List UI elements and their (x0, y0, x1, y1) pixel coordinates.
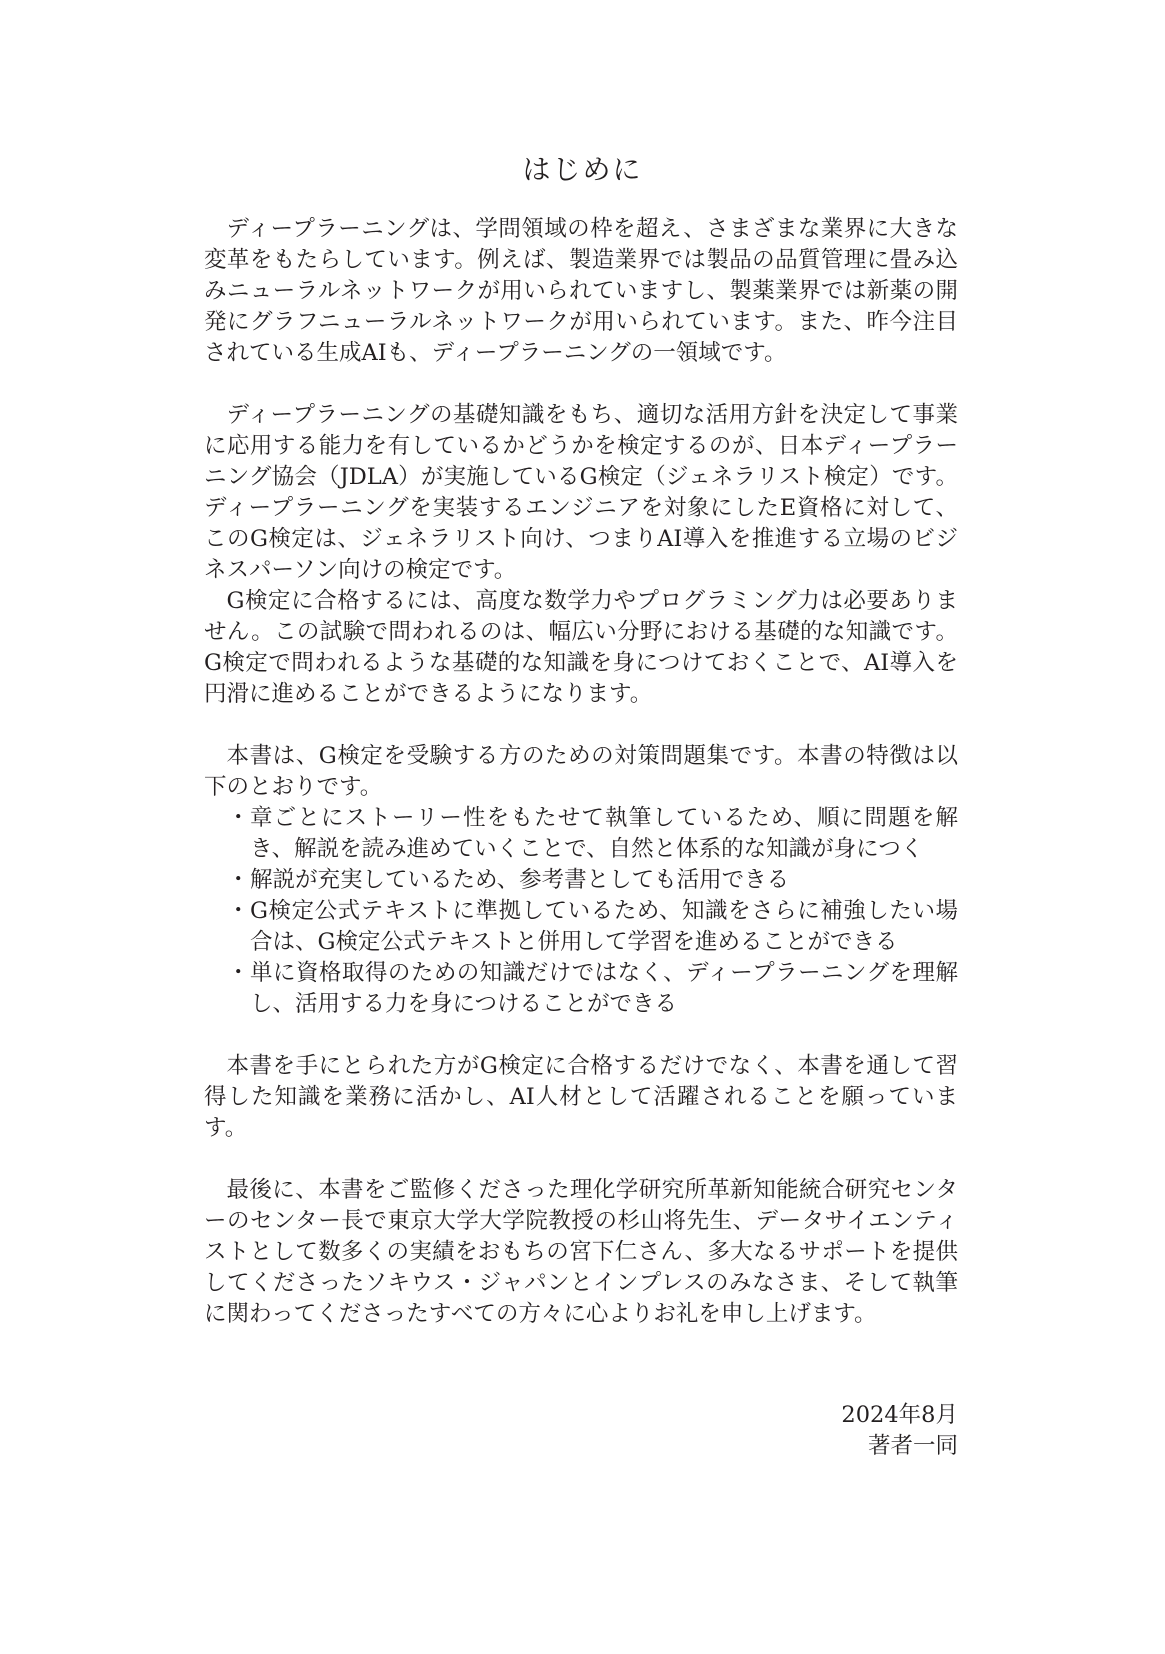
paragraph-intro: ディープラーニングは、学問領域の枠を超え、さまざまな業界に大きな変革をもたらしています。例えば、製造業界では製品の品質管理に畳み込みニューラルネットワークが用いられていますし、製薬業界では新薬の開発にグラフニューラルネットワークが用いられています。また、昨今注目されている生成AIも、ディープラーニングの一領域です。 (204, 216, 958, 366)
signature-block (841, 1400, 958, 1462)
spacer (204, 710, 958, 741)
date: 2024年8月 (841, 1402, 958, 1428)
spacer (204, 1144, 958, 1175)
spacer (204, 369, 958, 400)
feature-text: 章ごとにストーリー性をもたせて執筆しているため、順に問題を解き、解説を読み進めていくことで、自然と体系的な知識が身につく (250, 805, 958, 862)
list-item (204, 958, 958, 1020)
features-list (204, 803, 958, 1020)
spacer (204, 1020, 958, 1051)
paragraph-acknowledgements: 最後に、本書をご監修くださった理化学研究所革新知能統合研究センターのセンター長で東京大学大学院教授の杉山将先生、データサイエンティストとして数多くの実績をおもちの宮下仁さん、多大なるサポートを提供してくださったソキウス・ジャパンとインプレスのみなさま、そして執筆に関わってくださったすべての方々に心よりお礼を申し上げます。 (204, 1177, 958, 1327)
list-item (204, 896, 958, 958)
paragraph-wish: 本書を手にとられた方がG検定に合格するだけでなく、本書を通して習得した知識を業務に活かし、AI人材として活躍されることを願っています。 (204, 1053, 958, 1141)
page-title: はじめに (522, 153, 643, 186)
paragraph-requirements: G検定に合格するには、高度な数学力やプログラミング力は必要ありません。この試験で問われるのは、幅広い分野における基礎的な知識です。G検定で問われるような基礎的な知識を身につけておくことで、AI導入を円滑に進めることができるようになります。 (204, 588, 958, 707)
author: 著者一同 (867, 1433, 958, 1459)
bullet-mark: ・ (227, 867, 250, 893)
list-item (204, 865, 958, 896)
body-text (204, 214, 958, 1330)
feature-text: 単に資格取得のための知識だけではなく、ディープラーニングを理解し、活用する力を身につけることができる (250, 960, 958, 1017)
feature-text: G検定公式テキストに準拠しているため、知識をさらに補強したい場合は、G検定公式テキストと併用して学習を進めることができる (250, 898, 958, 955)
bullet-mark: ・ (227, 898, 250, 924)
paragraph-g-kentei: ディープラーニングの基礎知識をもち、適切な活用方針を決定して事業に応用する能力を有しているかどうかを検定するのが、日本ディープラーニング協会（JDLA）が実施しているG検定（ジェネラリスト検定）です。ディープラーニングを実装するエンジニアを対象にしたE資格に対して、このG検定は、ジェネラリスト向け、つまりAI導入を推進する立場のビジネスパーソン向けの検定です。 (204, 402, 958, 583)
paragraph-book-features: 本書は、G検定を受験する方のための対策問題集です。本書の特徴は以下のとおりです。 (204, 743, 958, 800)
feature-text: 解説が充実しているため、参考書としても活用できる (250, 867, 790, 893)
bullet-mark: ・ (227, 805, 250, 831)
bullet-mark: ・ (227, 960, 250, 986)
list-item (204, 803, 958, 865)
